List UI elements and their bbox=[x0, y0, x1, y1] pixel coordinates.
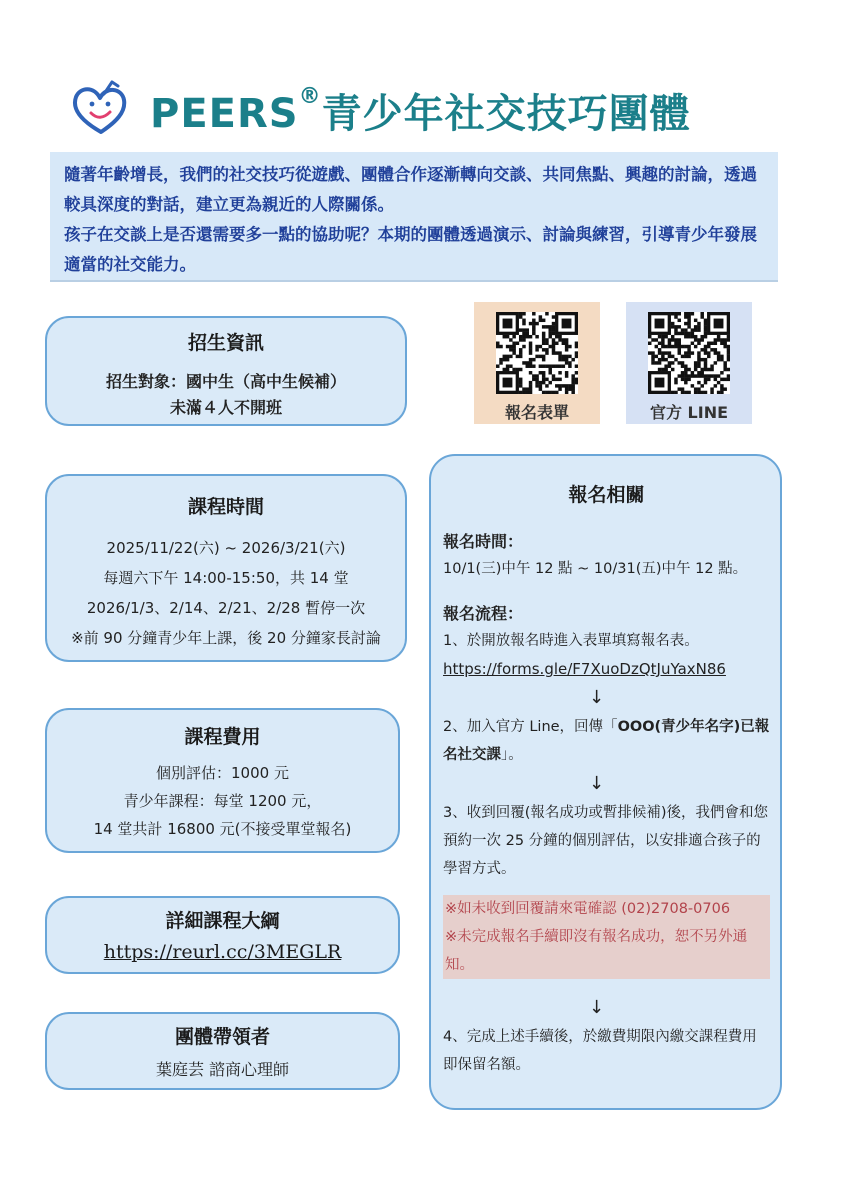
schedule-line: 每週六下午 14:00-15:50，共 14 堂 bbox=[103, 569, 349, 587]
schedule-line: 2025/11/22(六) ~ 2026/3/21(六) bbox=[106, 539, 346, 557]
fee-line: 個別評估：1000 元 bbox=[156, 764, 289, 782]
box-title: 課程時間 bbox=[187, 496, 264, 518]
schedule-line: ※前 90 分鐘青少年上課，後 20 分鐘家長討論 bbox=[71, 629, 381, 647]
step-1: 1、於開放報名時進入表單填寫報名表。 bbox=[443, 633, 699, 649]
enrollment-target: 招生對象：國中生（高中生候補） bbox=[105, 372, 346, 391]
qr-official-line[interactable] bbox=[626, 302, 752, 424]
box-title: 團體帶領者 bbox=[174, 1026, 270, 1048]
box-title: 詳細課程大綱 bbox=[165, 910, 280, 932]
syllabus-link[interactable]: https://reurl.cc/3MEGLR bbox=[103, 941, 342, 963]
fee-line: 14 堂共計 16800 元(不接受單堂報名) bbox=[93, 820, 352, 838]
notice-line: ※未完成報名手續即沒有報名成功，恕不另外通知。 bbox=[445, 929, 748, 973]
enrollment-info-box bbox=[45, 316, 407, 426]
intro-banner bbox=[50, 152, 778, 282]
intro-paragraph: 隨著年齡增長，我們的社交技巧從遊戲、團體合作逐漸轉向交談、共同焦點、興趣的討論，透過較具深度的對話，建立更為親近的人際關係。 bbox=[64, 165, 757, 214]
box-title: 課程費用 bbox=[184, 726, 261, 748]
box-title: 報名相關 bbox=[568, 484, 645, 506]
registration-time-heading: 報名時間： bbox=[443, 532, 524, 551]
step-3: 3、收到回覆(報名成功或暫排候補)後，我們會和您預約一次 25 分鐘的個別評估，以安排適合孩子的學習方式。 bbox=[443, 805, 769, 877]
step-2: 2、加入官方 Line，回傳「OOO(青少年名字)已報名社交課」。 bbox=[443, 719, 770, 763]
registration-box bbox=[429, 454, 782, 1110]
registration-process-heading: 報名流程： bbox=[443, 604, 524, 623]
fee-line: 青少年課程：每堂 1200 元， bbox=[123, 792, 322, 810]
notice-line: ※如未收到回覆請來電確認 (02)2708-0706 bbox=[445, 901, 731, 917]
leader-name: 葉庭芸 諮商心理師 bbox=[155, 1060, 290, 1079]
fees-box bbox=[45, 708, 400, 853]
box-title: 招生資訊 bbox=[187, 332, 264, 354]
qr-code-icon bbox=[496, 312, 578, 394]
step-4: 4、完成上述手續後，於繳費期限內繳交課程費用即保留名額。 bbox=[443, 1029, 757, 1073]
down-arrow-icon: ↓ bbox=[588, 773, 605, 794]
registration-time-value: 10/1(三)中午 12 點 ~ 10/31(五)中午 12 點。 bbox=[443, 561, 748, 577]
registration-form-link[interactable]: https://forms.gle/F7XuoDzQtJuYaxN86 bbox=[443, 660, 726, 678]
notice-block bbox=[443, 895, 770, 979]
schedule-box bbox=[45, 474, 407, 662]
enrollment-minimum: 未滿４人不開班 bbox=[169, 398, 282, 417]
qr-registration-form[interactable] bbox=[474, 302, 600, 424]
qr-code-icon bbox=[648, 312, 730, 394]
heart-logo-icon bbox=[70, 80, 132, 138]
leader-box bbox=[45, 1012, 400, 1090]
down-arrow-icon: ↓ bbox=[588, 997, 605, 1018]
page-title: PEERS®青少年社交技巧團體 bbox=[150, 84, 691, 137]
syllabus-box bbox=[45, 896, 400, 974]
schedule-line: 2026/1/3、2/14、2/21、2/28 暫停一次 bbox=[86, 599, 366, 617]
down-arrow-icon: ↓ bbox=[588, 687, 605, 708]
qr-label: 報名表單 bbox=[504, 403, 569, 422]
intro-paragraph: 孩子在交談上是否還需要多一點的協助呢？本期的團體透過演示、討論與練習，引導青少年發展適當的社交能力。 bbox=[64, 225, 757, 274]
qr-label: 官方 LINE bbox=[649, 403, 729, 422]
